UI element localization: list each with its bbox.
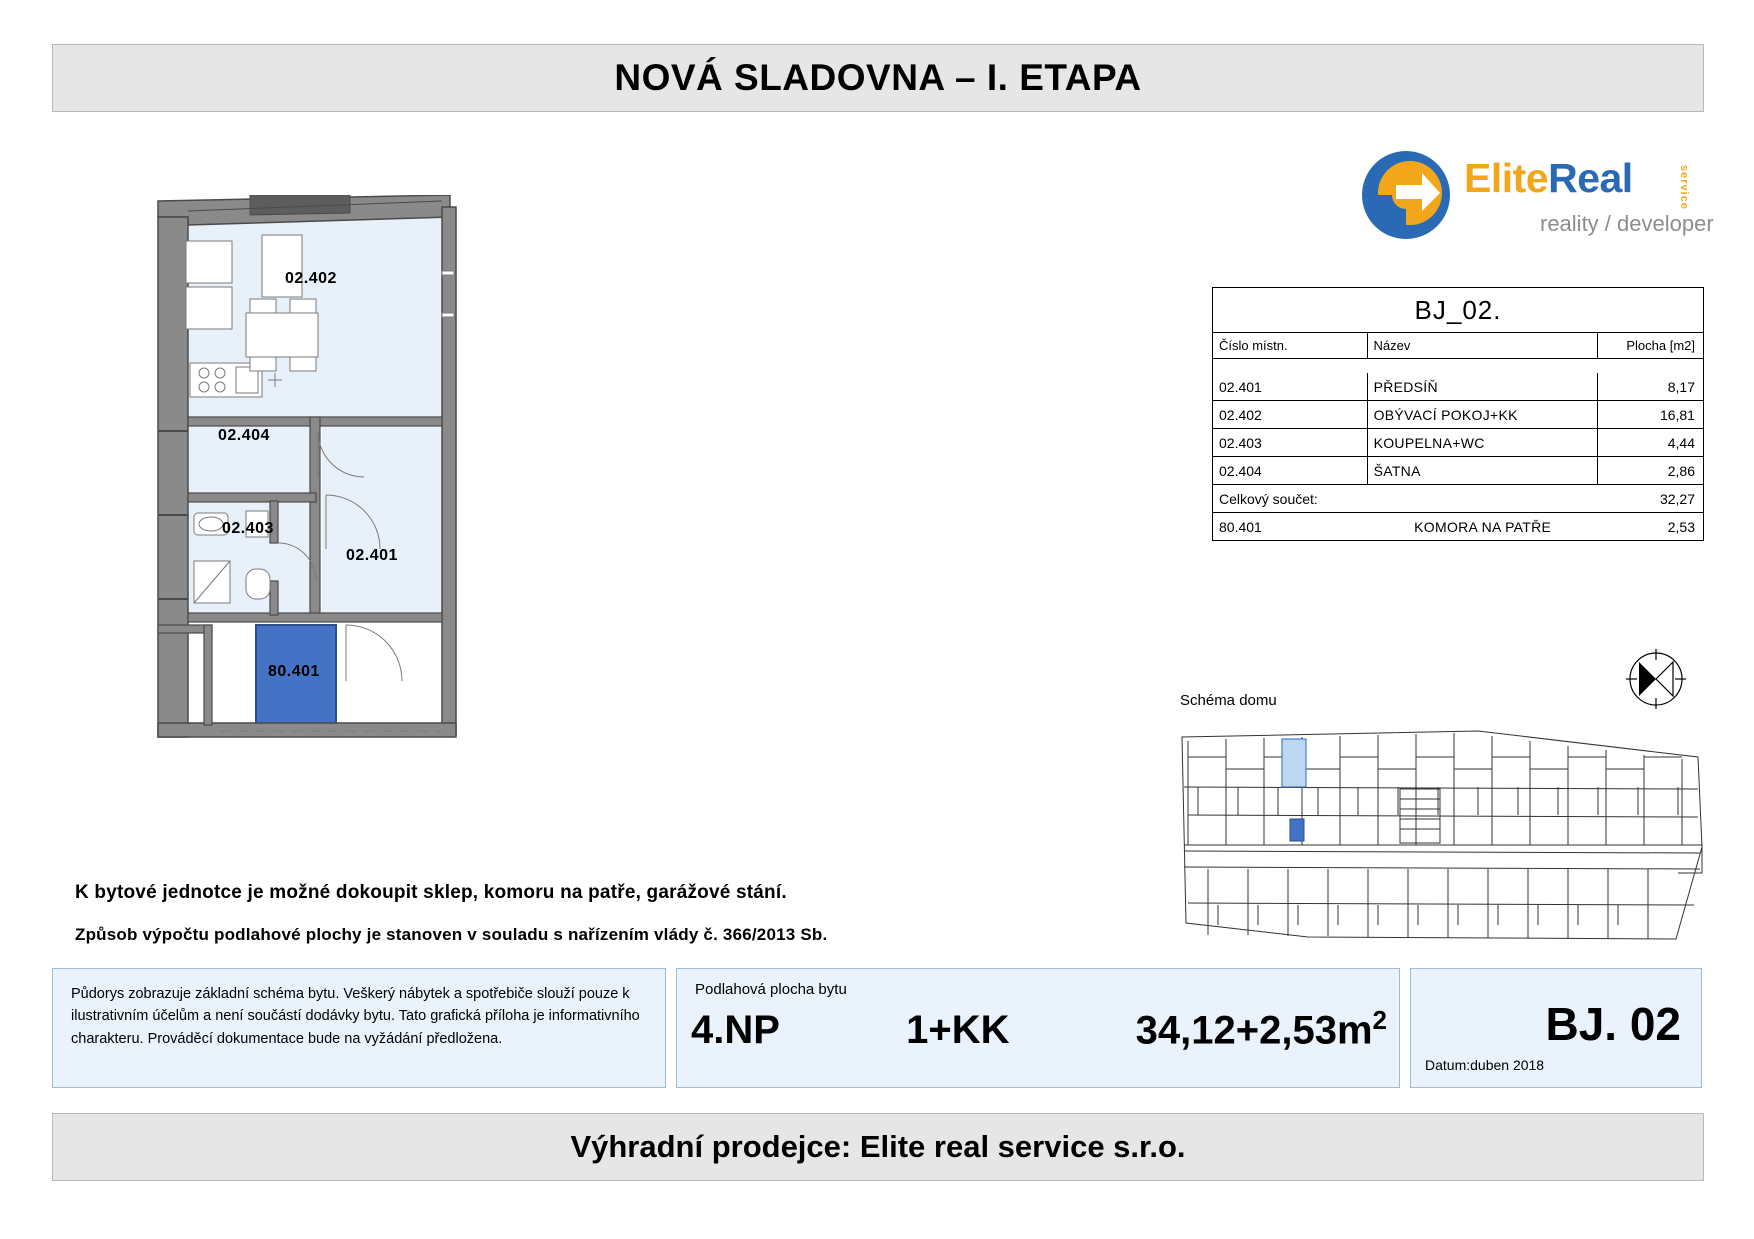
area-box-caption: Podlahová plocha bytu: [695, 981, 847, 998]
table-row: [1212, 457, 1704, 485]
table-row: [1212, 429, 1704, 457]
row-area: 8,17: [1667, 378, 1695, 395]
area-box-values: [691, 1005, 1387, 1053]
area-box: [676, 968, 1400, 1088]
logo-elite: Elite: [1464, 155, 1549, 201]
table-total-row: [1212, 485, 1704, 513]
unit-id: BJ. 02: [1545, 998, 1681, 1050]
column-header-name: Název: [1368, 333, 1598, 358]
row-name: PŘEDSÍŇ: [1368, 373, 1598, 400]
footer-text: Výhradní prodejce: Elite real service s.r.o.: [570, 1129, 1186, 1164]
page-title-bar: [52, 44, 1704, 112]
table-row: [1212, 401, 1704, 429]
logo-mark-icon: [1360, 149, 1452, 241]
extra-code: 80.401: [1219, 518, 1262, 535]
row-area: 4,44: [1667, 434, 1695, 451]
total-label: Celkový součet:: [1219, 490, 1318, 507]
area-unit-sup: 2: [1372, 1005, 1387, 1035]
logo-service-superscript: service: [1678, 165, 1690, 210]
area-value-text: 34,12+2,53m: [1135, 1008, 1373, 1053]
floorplan-drawing: [150, 195, 510, 825]
room-label-80401: 80.401: [268, 663, 320, 680]
total-value: 32,27: [1659, 490, 1695, 507]
logo-tagline: reality / developer: [1540, 211, 1714, 236]
column-header-code: Číslo místn.: [1213, 333, 1368, 358]
page-title: NOVÁ SLADOVNA – I. ETAPA: [614, 57, 1142, 98]
disclaimer-text: Půdorys zobrazuje základní schéma bytu. Veškerý nábytek a spotřebiče slouží pouze k ilustrativním účelům a není součástí dodávky bytu. Tato grafická příloha je informativního charakteru. Prováděcí dokumentace bude na vyžádání předložena.: [71, 986, 640, 1047]
room-table-header-row: [1212, 333, 1704, 359]
room-label-02403: 02.403: [222, 520, 274, 537]
room-label-02404: 02.404: [218, 427, 270, 444]
compass-icon: [1625, 648, 1687, 710]
apartment-floorplan: [150, 195, 510, 825]
row-name: KOUPELNA+WC: [1368, 429, 1598, 456]
company-logo: [1360, 147, 1714, 255]
row-code: 02.402: [1213, 401, 1368, 428]
extra-name: KOMORA NA PATŘE: [1414, 518, 1552, 535]
row-code: 02.403: [1213, 429, 1368, 456]
row-name: OBÝVACÍ POKOJ+KK: [1368, 401, 1598, 428]
document-date: Datum:duben 2018: [1425, 1057, 1545, 1073]
room-label-02402: 02.402: [285, 270, 337, 287]
unit-id-box: [1410, 968, 1702, 1088]
column-header-area: Plocha [m2]: [1626, 338, 1695, 353]
table-extra-row: [1212, 513, 1704, 541]
room-table: [1212, 287, 1704, 541]
extra-area: 2,53: [1667, 518, 1695, 535]
building-scheme: [1178, 727, 1706, 942]
scheme-label: Schéma domu: [1180, 692, 1277, 709]
disclaimer-box: [52, 968, 666, 1088]
row-name: ŠATNA: [1368, 457, 1598, 484]
room-label-02401: 02.401: [346, 547, 398, 564]
table-row: [1212, 373, 1704, 401]
logo-real: Real: [1548, 155, 1633, 201]
row-code: 02.404: [1213, 457, 1368, 484]
building-scheme-drawing: [1178, 727, 1706, 942]
layout-value: 1+KK: [906, 1008, 1010, 1053]
row-area: 16,81: [1659, 406, 1695, 423]
row-code: 02.401: [1213, 373, 1368, 400]
note-line-1: K bytové jednotce je možné dokoupit sklep, komoru na patře, garážové stání.: [75, 882, 787, 903]
footer-bar: [52, 1113, 1704, 1181]
room-table-unit-title: BJ_02.: [1212, 287, 1704, 333]
note-line-2: Způsob výpočtu podlahové plochy je stanoven v souladu s nařízením vlády č. 366/2013 Sb.: [75, 925, 828, 944]
room-table-spacer: [1212, 359, 1704, 373]
row-area: 2,86: [1667, 462, 1695, 479]
floor-value: 4.NP: [691, 1008, 780, 1053]
area-value: [1136, 1005, 1387, 1053]
logo-brand-text: [1464, 155, 1633, 202]
